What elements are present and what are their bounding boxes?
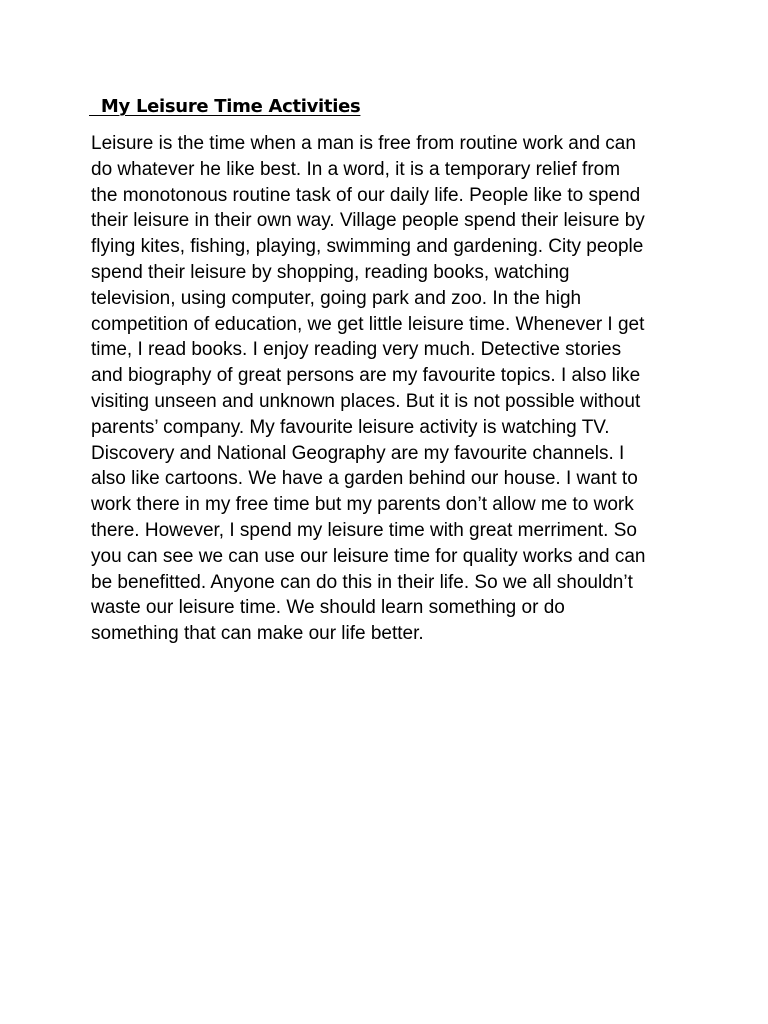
essay-paragraph [91,131,691,647]
paragraph-line: their leisure in their own way. Village people spend their leisure by [91,210,645,232]
paragraph-line: spend their leisure by shopping, reading books, watching [91,261,570,283]
paragraph-line: and biography of great persons are my favourite topics. I also like [91,365,641,387]
paragraph-line: visiting unseen and unknown places. But it is not possible without [91,390,641,412]
paragraph-line: Discovery and National Geography are my favourite channels. I [91,442,625,464]
paragraph-line: parents’ company. My favourite leisure activity is watching TV. [91,416,610,438]
paragraph-line: work there in my free time but my parents don’t allow me to work [91,494,634,516]
paragraph-line: time, I read books. I enjoy reading very much. Detective stories [91,339,622,361]
paragraph-line: do whatever he like best. In a word, it is a temporary relief from [91,158,621,180]
paragraph-line: the monotonous routine task of our daily life. People like to spend [91,184,641,206]
paragraph-line: you can see we can use our leisure time for quality works and can [91,545,646,567]
paragraph-line: waste our leisure time. We should learn something or do [91,597,565,619]
paragraph-line: competition of education, we get little leisure time. Whenever I get [91,313,645,335]
document-title: My Leisure Time Activities [89,96,361,117]
paragraph-line: Leisure is the time when a man is free from routine work and can [91,133,636,154]
paragraph-line: there. However, I spend my leisure time with great merriment. So [91,519,637,541]
paragraph-line: be benefitted. Anyone can do this in their life. So we all shouldn’t [91,571,633,593]
paragraph-line: television, using computer, going park and zoo. In the high [91,287,582,309]
paragraph-line: something that can make our life better. [91,623,424,645]
paragraph-line: also like cartoons. We have a garden behind our house. I want to [91,468,638,490]
paragraph-line: flying kites, fishing, playing, swimming and gardening. City people [91,236,644,258]
